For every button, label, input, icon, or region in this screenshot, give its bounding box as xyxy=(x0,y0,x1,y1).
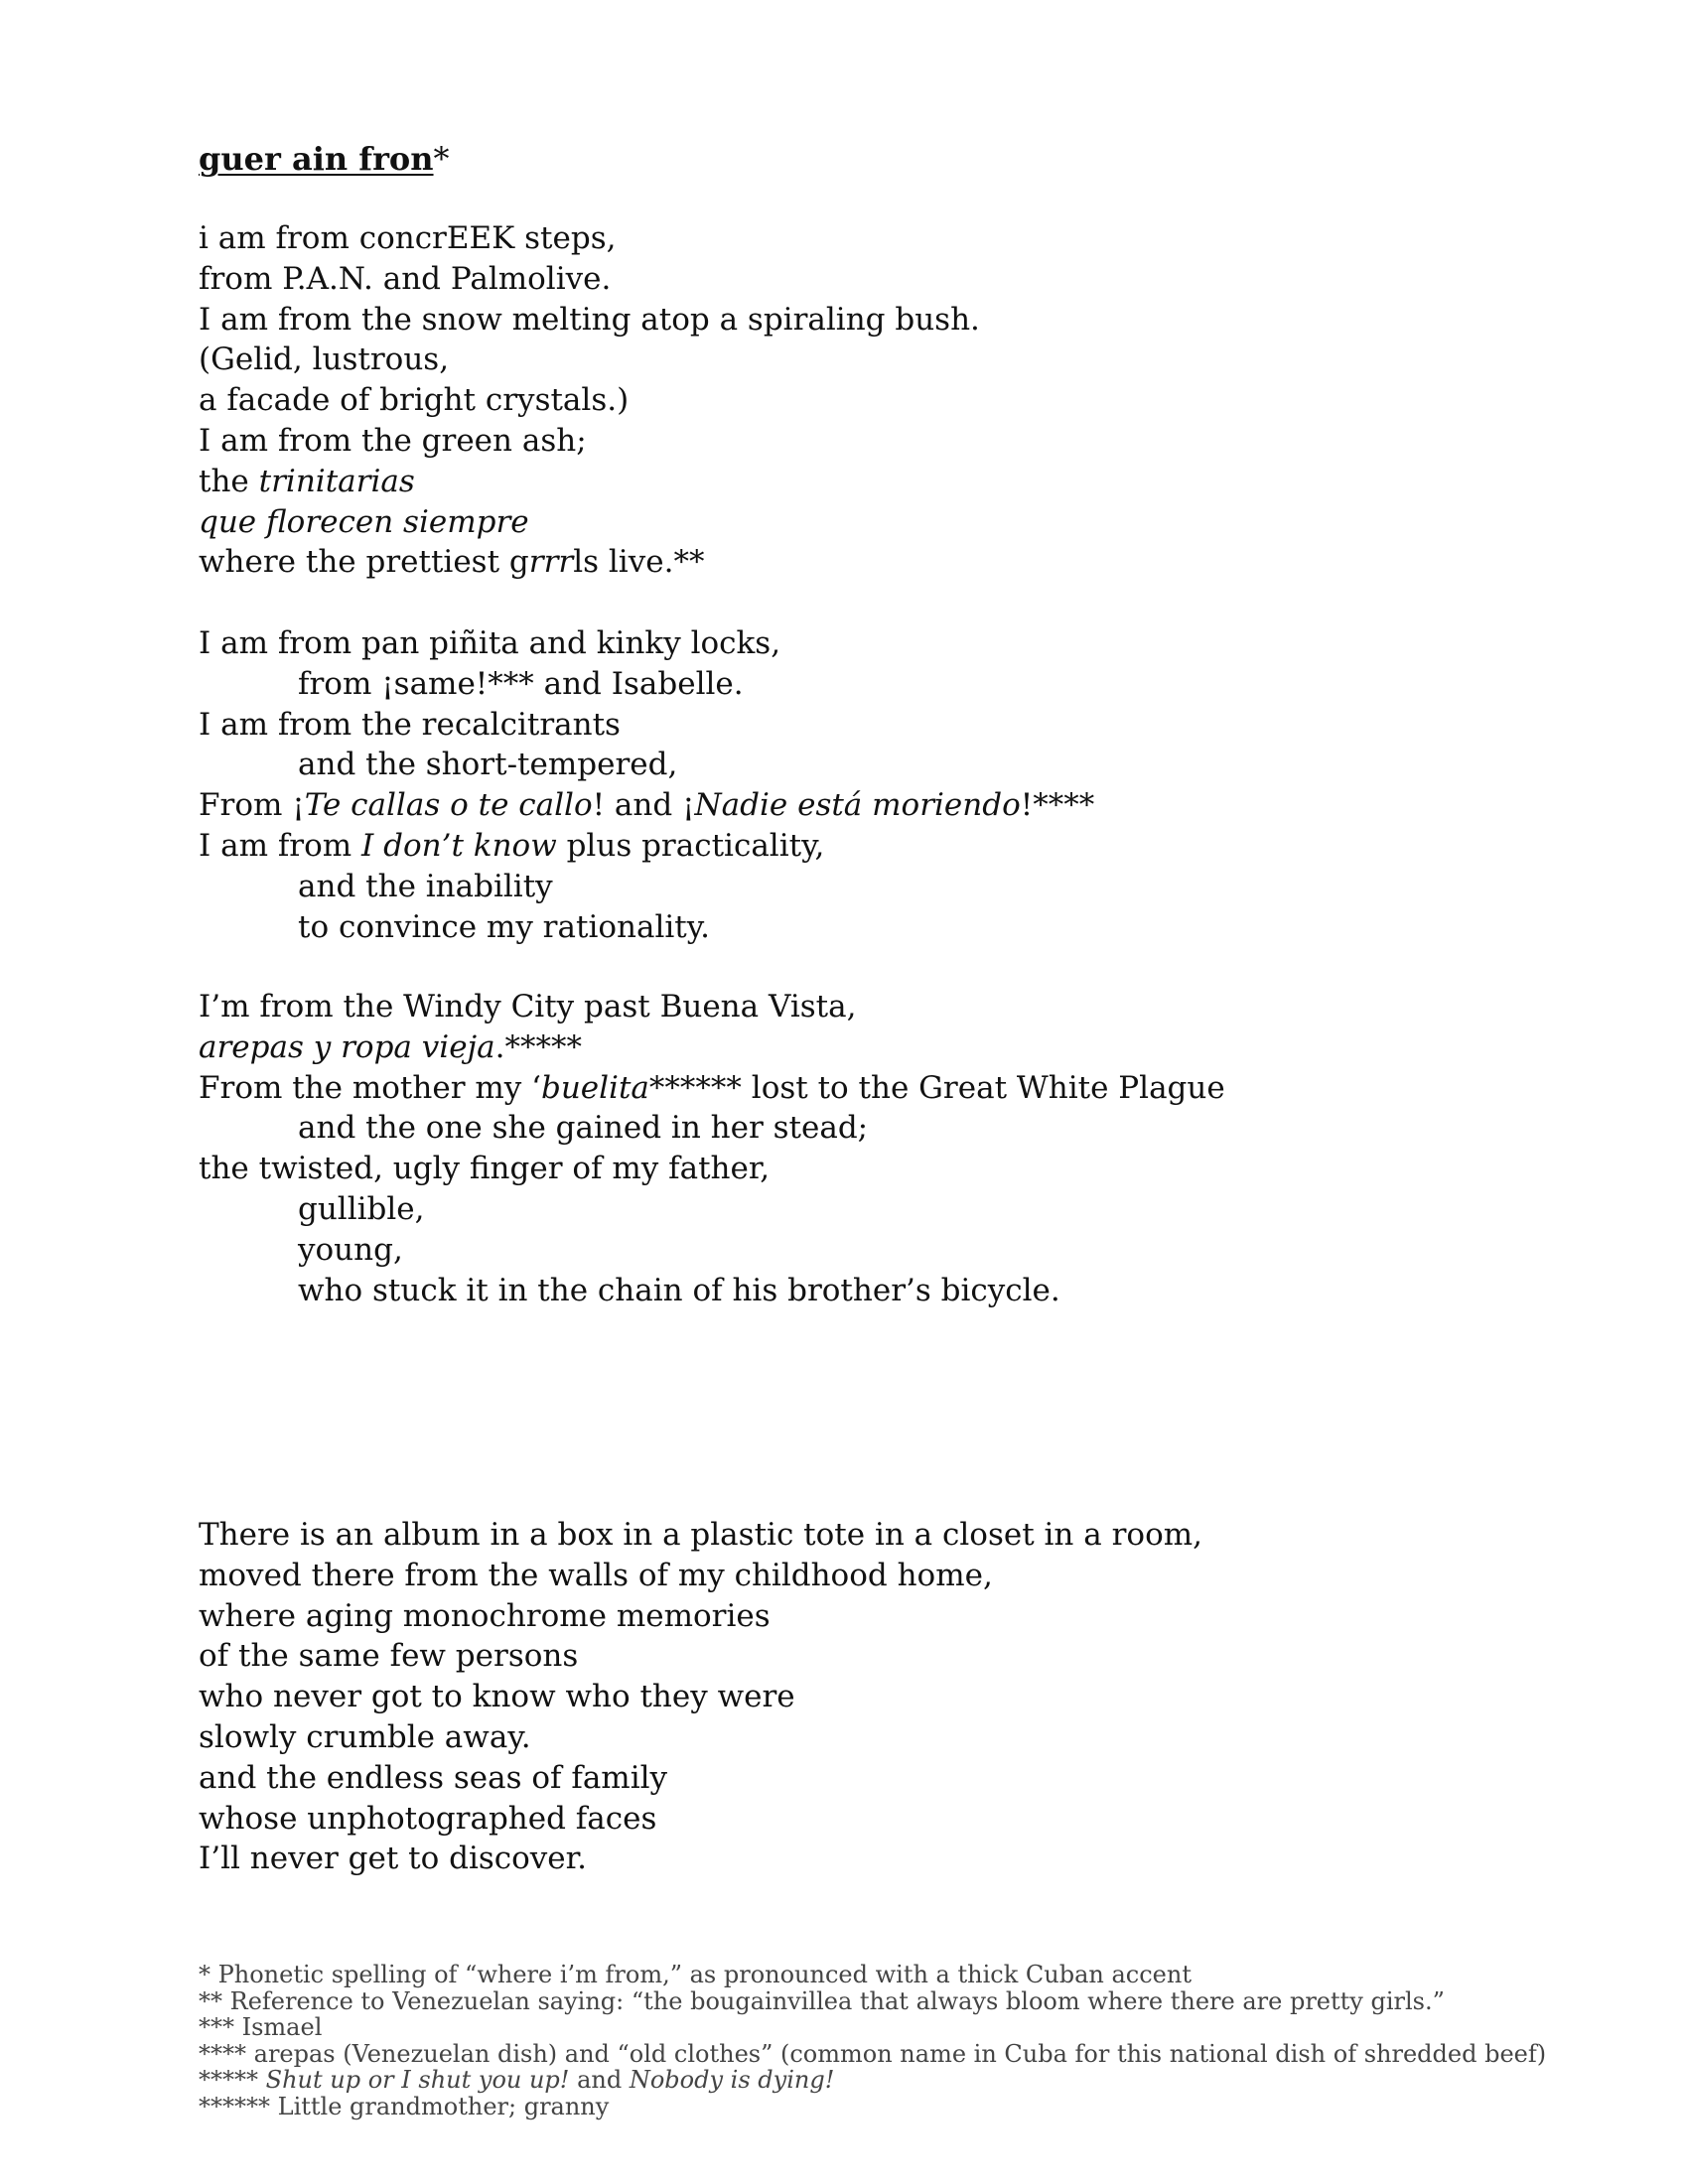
stanza-1-line-9-a: where the prettiest g xyxy=(199,544,529,581)
stanza-4-line-2: moved there from the walls of my childhood home, xyxy=(199,1557,993,1593)
footnote-2: ** Reference to Venezuelan saying: “the bougainvillea that always bloom where there are pretty girls.” xyxy=(199,1986,1445,2015)
footnotes xyxy=(199,1962,1546,2119)
stanza-1-line-9-c: ls live.** xyxy=(573,544,705,581)
stanza-2-line-5-a: From ¡ xyxy=(199,787,305,824)
footnote-5 xyxy=(199,2067,1546,2094)
stanza-2-line-4: and the short-tempered, xyxy=(298,747,678,783)
stanza-4-line-1: There is an album in a box in a plastic tote in a closet in a room, xyxy=(199,1517,1202,1553)
footnote-5-b: Shut up or I shut you up! xyxy=(265,2066,570,2094)
stanza-2-line-8: to convince my rationality. xyxy=(298,908,711,945)
footnote-5-a: ***** xyxy=(199,2066,266,2094)
stanza-2-line-2: from ¡same!*** and Isabelle. xyxy=(298,665,744,702)
footnote-1: * Phonetic spelling of “where i’m from,” as pronounced with a thick Cuban accent xyxy=(199,1961,1192,1988)
stanza-4-line-5: who never got to know who they were xyxy=(199,1679,795,1715)
stanza-3-line-6: gullible, xyxy=(298,1190,425,1227)
stanza-3-line-4: and the one she gained in her stead; xyxy=(298,1110,869,1147)
stanza-2-line-3: I am from the recalcitrants xyxy=(199,706,621,743)
stanza-3-line-2-b: .***** xyxy=(494,1028,582,1065)
stanza-2-line-5-e: !**** xyxy=(1020,787,1095,824)
stanza-1-line-9-b: rrr xyxy=(528,544,574,581)
stanza-1-line-8-text: que florecen siempre xyxy=(199,503,529,540)
stanza-1-line-5: a facade of bright crystals.) xyxy=(199,382,630,419)
stanza-3 xyxy=(199,987,1225,1310)
footnote-3: *** Ismael xyxy=(199,2013,323,2041)
stanza-2-line-6-a: I am from xyxy=(199,827,362,864)
stanza-3-line-3-a: From the mother my ‘ xyxy=(199,1069,541,1106)
stanza-2-line-6 xyxy=(199,826,1094,867)
stanza-3-line-2 xyxy=(199,1027,1225,1068)
stanza-3-line-1: I’m from the Windy City past Buena Vista, xyxy=(199,989,857,1024)
stanza-4 xyxy=(199,1515,1202,1879)
stanza-1-line-7 xyxy=(199,462,980,502)
stanza-2-line-5-c: ! and ¡ xyxy=(592,787,695,824)
footnote-6: ****** Little grandmother; granny xyxy=(199,2092,610,2120)
stanza-2-line-7: and the inability xyxy=(298,868,553,904)
stanza-1-line-6: I am from the green ash; xyxy=(199,422,587,459)
stanza-1-line-2: from P.A.N. and Palmolive. xyxy=(199,260,612,297)
stanza-4-line-7: and the endless seas of family xyxy=(199,1759,668,1796)
stanza-4-line-6: slowly crumble away. xyxy=(199,1718,531,1755)
stanza-1-line-1: i am from concrEEK steps, xyxy=(199,220,617,256)
stanza-3-line-3 xyxy=(199,1068,1225,1109)
stanza-4-line-9: I’ll never get to discover. xyxy=(199,1841,587,1877)
stanza-2-line-5-b: Te callas o te callo xyxy=(304,787,593,824)
stanza-3-line-8: who stuck it in the chain of his brother’s bicycle. xyxy=(298,1272,1060,1308)
stanza-4-line-8: whose unphotographed faces xyxy=(199,1800,657,1837)
stanza-3-line-7: young, xyxy=(298,1231,403,1268)
poem-title-text: guer ain fron xyxy=(199,140,434,178)
stanza-1-line-7-b: trinitarias xyxy=(258,463,415,499)
footnote-4: **** arepas (Venezuelan dish) and “old clothes” (common name in Cuba for this national dish of shredded beef) xyxy=(199,2039,1547,2068)
stanza-1-line-8 xyxy=(199,502,980,543)
stanza-2-line-1: I am from pan piñita and kinky locks, xyxy=(199,625,781,661)
stanza-3-line-3-b: buelita xyxy=(540,1069,649,1106)
footnote-5-d: Nobody is dying! xyxy=(629,2066,835,2094)
footnote-5-c: and xyxy=(569,2066,630,2094)
poem-title xyxy=(199,139,450,179)
stanza-1 xyxy=(199,218,980,583)
stanza-3-line-3-c: ****** lost to the Great White Plague xyxy=(648,1069,1225,1106)
stanza-4-line-3: where aging monochrome memories xyxy=(199,1597,771,1634)
stanza-1-line-7-a: the xyxy=(199,463,259,499)
stanza-3-line-2-a: arepas y ropa vieja xyxy=(199,1028,495,1065)
stanza-2-line-5-d: Nadie está moriendo xyxy=(694,787,1021,824)
stanza-2 xyxy=(199,623,1094,947)
poem-title-footnote-mark: * xyxy=(433,140,450,178)
stanza-2-line-6-c: plus practicality, xyxy=(556,827,825,864)
stanza-3-line-5: the twisted, ugly finger of my father, xyxy=(199,1151,771,1187)
stanza-1-line-4: (Gelid, lustrous, xyxy=(199,341,450,378)
stanza-1-line-9 xyxy=(199,542,980,583)
stanza-2-line-5 xyxy=(199,785,1094,826)
stanza-4-line-4: of the same few persons xyxy=(199,1638,579,1675)
stanza-1-line-3: I am from the snow melting atop a spiraling bush. xyxy=(199,301,980,338)
stanza-2-line-6-b: I don’t know xyxy=(361,827,557,864)
